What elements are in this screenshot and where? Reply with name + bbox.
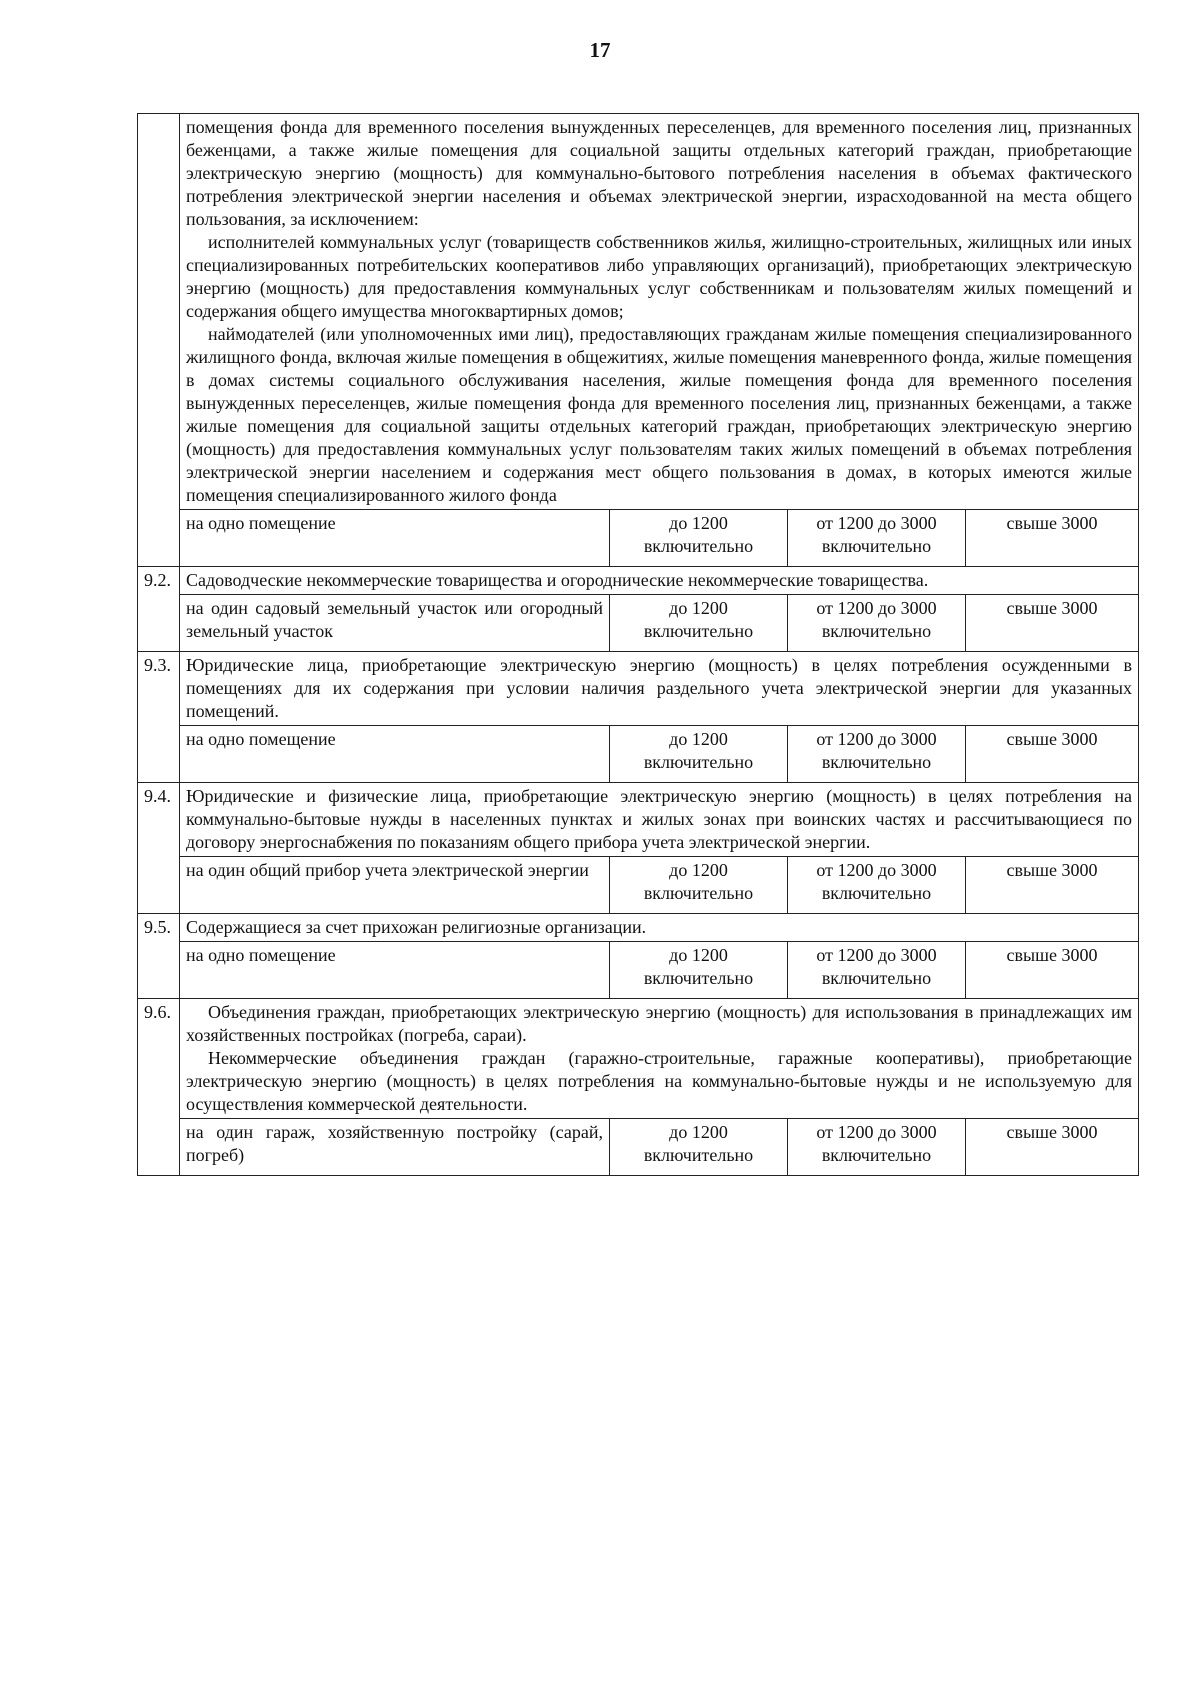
range-cell-2: от 1200 до 3000 включительно <box>788 595 966 652</box>
paragraph: Некоммерческие объединения граждан (гаражно-строительные, гаражные кооперативы), приобретающие электрическую энергию (мощность) в целях потребления на коммунально-бытовые нужды и не используемую для осуществления коммерческой деятельности. <box>186 1048 1132 1114</box>
table-row <box>138 914 1139 942</box>
section-description <box>180 999 1139 1119</box>
range-cell-2: от 1200 до 3000 включительно <box>788 857 966 914</box>
table-row <box>138 510 1139 567</box>
table-row <box>138 726 1139 783</box>
range-cell-3: свыше 3000 <box>966 726 1139 783</box>
section-description <box>180 114 1139 510</box>
table-row <box>138 942 1139 999</box>
range-cell-3: свыше 3000 <box>966 942 1139 999</box>
paragraph: наймодателей (или уполномоченных ими лиц), предоставляющих гражданам жилые помещения специализированного жилищного фонда, включая жилые помещения в общежитиях, жилые помещения маневренного фонда, жилые помещения в домах системы социального обслуживания населения, жилые помещения фонда для временного поселения вынужденных переселенцев, жилые помещения фонда для временного поселения лиц, признанных беженцами, а также жилые помещения для социальной защиты отдельных категорий граждан, приобретающих электрическую энергию (мощность) для предоставления коммунальных услуг пользователям таких жилых помещений в объемах потребления электрической энергии населением и содержания мест общего пользования в домах, в которых имеются жилые помещения специализированного жилого фонда <box>186 324 1132 505</box>
section-number: 9.5. <box>138 914 180 999</box>
section-description <box>180 652 1139 726</box>
section-number: 9.2. <box>138 567 180 652</box>
section-description <box>180 914 1139 942</box>
unit-cell: на один гараж, хозяйственную постройку (сарай, погреб) <box>180 1119 610 1176</box>
unit-cell: на один общий прибор учета электрической энергии <box>180 857 610 914</box>
range-cell-2: от 1200 до 3000 включительно <box>788 510 966 567</box>
tariff-table <box>137 113 1139 1176</box>
range-cell-3: свыше 3000 <box>966 1119 1139 1176</box>
table-row <box>138 595 1139 652</box>
table-row <box>138 783 1139 857</box>
table-row <box>138 999 1139 1119</box>
table-row <box>138 1119 1139 1176</box>
section-description <box>180 783 1139 857</box>
section-number: 9.4. <box>138 783 180 914</box>
range-cell-3: свыше 3000 <box>966 595 1139 652</box>
paragraph: помещения фонда для временного поселения вынужденных переселенцев, для временного поселения лиц, признанных беженцами, а также жилые помещения для социальной защиты отдельных категорий граждан, приобретающие электрическую энергию (мощность) для коммунально-бытового потребления населения в объемах фактического потребления электрической энергии населения и объемах электрической энергии, израсходованной на места общего пользования, за исключением: <box>186 117 1132 229</box>
range-cell-1: до 1200 включительно <box>610 595 788 652</box>
range-cell-2: от 1200 до 3000 включительно <box>788 1119 966 1176</box>
range-cell-1: до 1200 включительно <box>610 857 788 914</box>
range-cell-1: до 1200 включительно <box>610 510 788 567</box>
section-description <box>180 567 1139 595</box>
range-cell-1: до 1200 включительно <box>610 1119 788 1176</box>
table-row <box>138 114 1139 510</box>
range-cell-3: свыше 3000 <box>966 510 1139 567</box>
unit-cell: на одно помещение <box>180 726 610 783</box>
paragraph: Садоводческие некоммерческие товарищества и огороднические некоммерческие товарищества. <box>186 570 929 590</box>
paragraph: исполнителей коммунальных услуг (товариществ собственников жилья, жилищно-строительных, жилищных или иных специализированных потребительских кооперативов либо управляющих организаций), приобретающих электрическую энергию (мощность) для предоставления коммунальных услуг собственникам и пользователям жилых помещений и содержания общего имущества многоквартирных домов; <box>186 232 1132 321</box>
unit-cell: на одно помещение <box>180 510 610 567</box>
range-cell-1: до 1200 включительно <box>610 726 788 783</box>
paragraph: Юридические и физические лица, приобретающие электрическую энергию (мощность) в целях потребления на коммунально-бытовые нужды в населенных пунктах и жилых зонах при воинских частях и рассчитывающиеся по договору энергоснабжения по показаниям общего прибора учета электрической энергии. <box>186 786 1132 852</box>
unit-cell: на одно помещение <box>180 942 610 999</box>
section-number: 9.6. <box>138 999 180 1176</box>
table-row <box>138 857 1139 914</box>
paragraph: Объединения граждан, приобретающих электрическую энергию (мощность) для использования в принадлежащих им хозяйственных постройках (погреба, сараи). <box>186 1002 1132 1045</box>
unit-cell: на один садовый земельный участок или огородный земельный участок <box>180 595 610 652</box>
range-cell-1: до 1200 включительно <box>610 942 788 999</box>
section-number <box>138 114 180 567</box>
range-cell-3: свыше 3000 <box>966 857 1139 914</box>
range-cell-2: от 1200 до 3000 включительно <box>788 942 966 999</box>
range-cell-2: от 1200 до 3000 включительно <box>788 726 966 783</box>
paragraph: Содержащиеся за счет прихожан религиозные организации. <box>186 917 647 937</box>
table-row <box>138 652 1139 726</box>
section-number: 9.3. <box>138 652 180 783</box>
page-number: 17 <box>589 38 611 62</box>
table-row <box>138 567 1139 595</box>
paragraph: Юридические лица, приобретающие электрическую энергию (мощность) в целях потребления осужденными в помещениях для их содержания при условии наличия раздельного учета электрической энергии для указанных помещений. <box>186 655 1132 721</box>
